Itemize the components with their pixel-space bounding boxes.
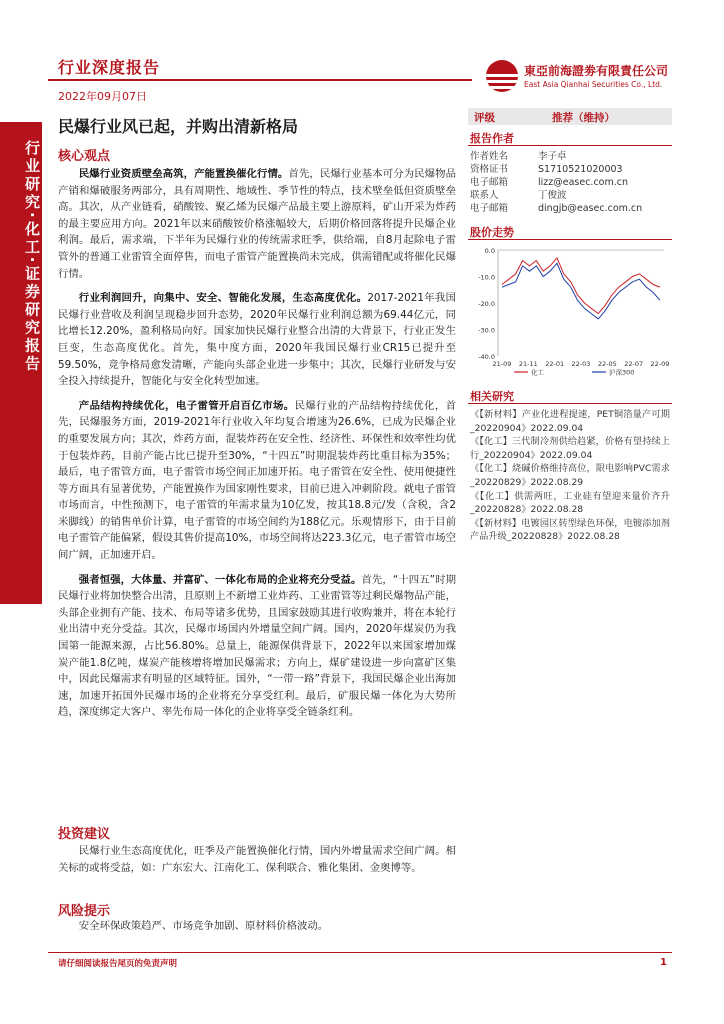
core-views-body bbox=[58, 166, 456, 721]
core-paragraph: 民爆行业资质壁垒高筑，产能置换催化行情。首先，民爆行业基本可分为民爆物品产销和爆破服务两部分，具有周期性、地域性、季节性的特点，技术壁垒低但资质壁垒高。其次，从产业链看，硝酸铵、聚乙烯为民爆产品最主要上游原料，矿山开采为炸药的最主要应用方向。2021年以来硝酸铵价格涨幅较大，后期价格回落将提升民爆企业利润。最后，需求端，下半年为民爆行业的传统需求旺季，供给端，自8月起除电子雷管外的普通工业雷管全面停售，而电子雷管产能置换尚未完成，供需错配或将催化民爆行情。 bbox=[58, 168, 457, 280]
author-row: 电子邮箱 dingjb@easec.com.cn bbox=[470, 203, 643, 214]
author-row: 电子邮箱 lizz@easec.com.cn bbox=[470, 177, 629, 188]
related-list bbox=[470, 408, 670, 544]
legend-label: 沪深300 bbox=[609, 368, 635, 377]
legend-label: 化工 bbox=[531, 368, 544, 377]
core-paragraph: 行业利润回升，向集中、安全、智能化发展，生态高度优化。2017-2021年我国民爆行业营收及利润呈现稳步回升态势，2020年民爆行业利润总额为69.44亿元，同比增长12.20%，盈利格局向好。国家加快民爆行业整合出清的大背景下，行业正发生巨变，生态高度优化。首先，集中度方面，2020年我国民爆行业CR15已提升至59.50%，竞争格局愈发清晰，产能向头部企业进一步集中；其次，民爆行业研发与安全投入持续提升，智能化与安全化转型加速。 bbox=[58, 292, 457, 388]
related-item[interactable]: 《【新材料】产业化进程提速，PET铜箔量产可期_20220904》2022.09.04 bbox=[470, 409, 670, 434]
investment-heading: 投资建议 bbox=[58, 827, 111, 842]
stock-price-chart bbox=[468, 244, 674, 380]
company-name-cn: 東亞前海證劵有限責任公司 bbox=[524, 64, 669, 78]
company-name-en: East Asia Qianhai Securities Co., Ltd. bbox=[524, 80, 663, 89]
header-divider bbox=[48, 79, 472, 81]
x-tick-label: 22-01 bbox=[545, 360, 565, 368]
related-item[interactable]: 《【化工】烧碱价格维持高位，限电影响PVC需求_20220829》2022.08.29 bbox=[470, 463, 670, 488]
y-tick-label: -30.0 bbox=[478, 326, 495, 335]
report-type: 行业深度报告 bbox=[58, 58, 161, 77]
sidebar-text: 行业研究·化工·证券研究报告 bbox=[23, 140, 41, 374]
company-logo bbox=[486, 60, 669, 94]
x-tick-label: 21-11 bbox=[518, 360, 538, 368]
y-tick-label: -20.0 bbox=[478, 300, 495, 308]
rating-value: 推荐（维持） bbox=[552, 112, 615, 124]
authors-table bbox=[470, 150, 670, 216]
core-paragraph: 强者恒强，大体量、并富矿、一体化布局的企业将充分受益。首先，“十四五”时期民爆行业将加快整合出清，且原则上不新增工业炸药、工业雷管等过剩民爆物品产能，头部企业拥有产能、技术、布局等诸多优势，且国家鼓励其进行收购兼并，将在本轮行业出清中充分受益。其次，民爆市场国内外增量空间广阔。国内，2020年煤炭仍为我国第一能源来源，占比56.80%。总量上，能源保供背景下，2022年以来国家增加煤炭产能1.8亿吨，煤炭产能核增将增加民爆需求；方向上，煤矿建设进一步向富矿区集中，因此民爆需求有明显的区域特征。国外，“一带一路”背景下，我国民爆企业出海加速，加速开拓国外民爆市场的企业将充分享受红利。最后，矿服民爆一体化为大势所趋，深度绑定大客户、率先布局一体化的企业将享受全链条红利。 bbox=[58, 573, 457, 719]
x-tick-label: 22-03 bbox=[571, 360, 591, 368]
rating-label: 评级 bbox=[474, 112, 495, 124]
author-row: 作者姓名 李子卓 bbox=[470, 151, 567, 162]
related-item[interactable]: 《【化工】供需两旺，工业硅有望迎来量价齐升_20220828》2022.08.28 bbox=[470, 490, 670, 516]
stock-chart-heading: 股价走势 bbox=[470, 226, 514, 239]
series-line-chemical bbox=[502, 258, 660, 314]
stock-chart-divider bbox=[468, 239, 672, 240]
investment-text: 民爆行业生态高度优化，旺季及产能置换催化行情，国内外增量需求空间广阔。相关标的或将受益，如：广东宏大、江南化工、保利联合、雅化集团、金奥博等。 bbox=[58, 845, 456, 874]
footer-divider bbox=[48, 952, 672, 953]
x-tick-label: 21-09 bbox=[492, 360, 512, 368]
risk-heading: 风险提示 bbox=[58, 904, 111, 919]
report-date: 2022年09月07日 bbox=[58, 90, 147, 103]
sidebar bbox=[0, 0, 42, 1024]
related-heading: 相关研究 bbox=[470, 390, 514, 403]
page-number: 1 bbox=[660, 957, 667, 968]
core-views-heading: 核心观点 bbox=[58, 149, 111, 164]
x-tick-label: 22-07 bbox=[624, 360, 644, 368]
risk-text: 安全环保政策趋严、市场竞争加剧、原材料价格波动。 bbox=[78, 920, 329, 932]
related-item[interactable]: 《【新材料】电镀园区转型绿色环保，电镀添加剂产品升级_20220828》2022.08.28 bbox=[470, 517, 670, 543]
disclaimer-note: 请仔细阅读报告尾页的免责声明 bbox=[58, 959, 178, 969]
y-tick-label: 0.0 bbox=[484, 247, 495, 255]
related-item[interactable]: 《【化工】三代制冷剂供给趋紧，价格有望持续上行_20220904》2022.09.04 bbox=[470, 436, 670, 461]
rating-box bbox=[468, 108, 672, 125]
author-row: 联系人 丁俊波 bbox=[470, 190, 567, 201]
authors-heading: 报告作者 bbox=[470, 132, 514, 145]
logo-emblem-icon bbox=[486, 60, 518, 92]
report-title: 民爆行业风已起，并购出清新格局 bbox=[58, 117, 299, 136]
y-tick-label: -10.0 bbox=[478, 273, 495, 282]
x-tick-label: 22-09 bbox=[650, 360, 670, 368]
authors-divider bbox=[468, 145, 672, 146]
core-paragraph: 产品结构持续优化，电子雷管开启百亿市场。民爆行业的产品结构持续优化，首先，民爆服务方面，2019-2021年行业收入年均复合增速为26.6%，已成为民爆企业的重要发展方向；其次，炸药方面，混装炸药在安全性、经济性、环保性和效率性均优于包装炸药，目前产能占比已提升至30%，“十四五”时期混装炸药比重目标为35%；最后，电子雷管方面，电子雷管市场空间正加速开拓。电子雷管在安全性、使用便捷性等方面具有显著优势，产能置换作为国家刚性要求，目前已进入冲刺阶段。就电子雷管市场而言，中性预测下，电子雷管的年需求量为10亿发，按其18.8元/发（含税，含2米脚线）的销售单价计算，电子雷管的市场空间约为188亿元。乐观情形下，由于目前电子雷管产能偏紧，假设其售价提高10%，市场空间将达223.3亿元，电子雷管市场空间广阔，正加速开启。 bbox=[58, 399, 457, 562]
x-tick-label: 22-05 bbox=[597, 360, 617, 368]
author-row: 资格证书 S1710521020003 bbox=[470, 164, 623, 175]
related-divider bbox=[468, 403, 672, 404]
y-tick-label: -40.0 bbox=[478, 353, 495, 361]
series-line-hs300 bbox=[502, 263, 660, 319]
